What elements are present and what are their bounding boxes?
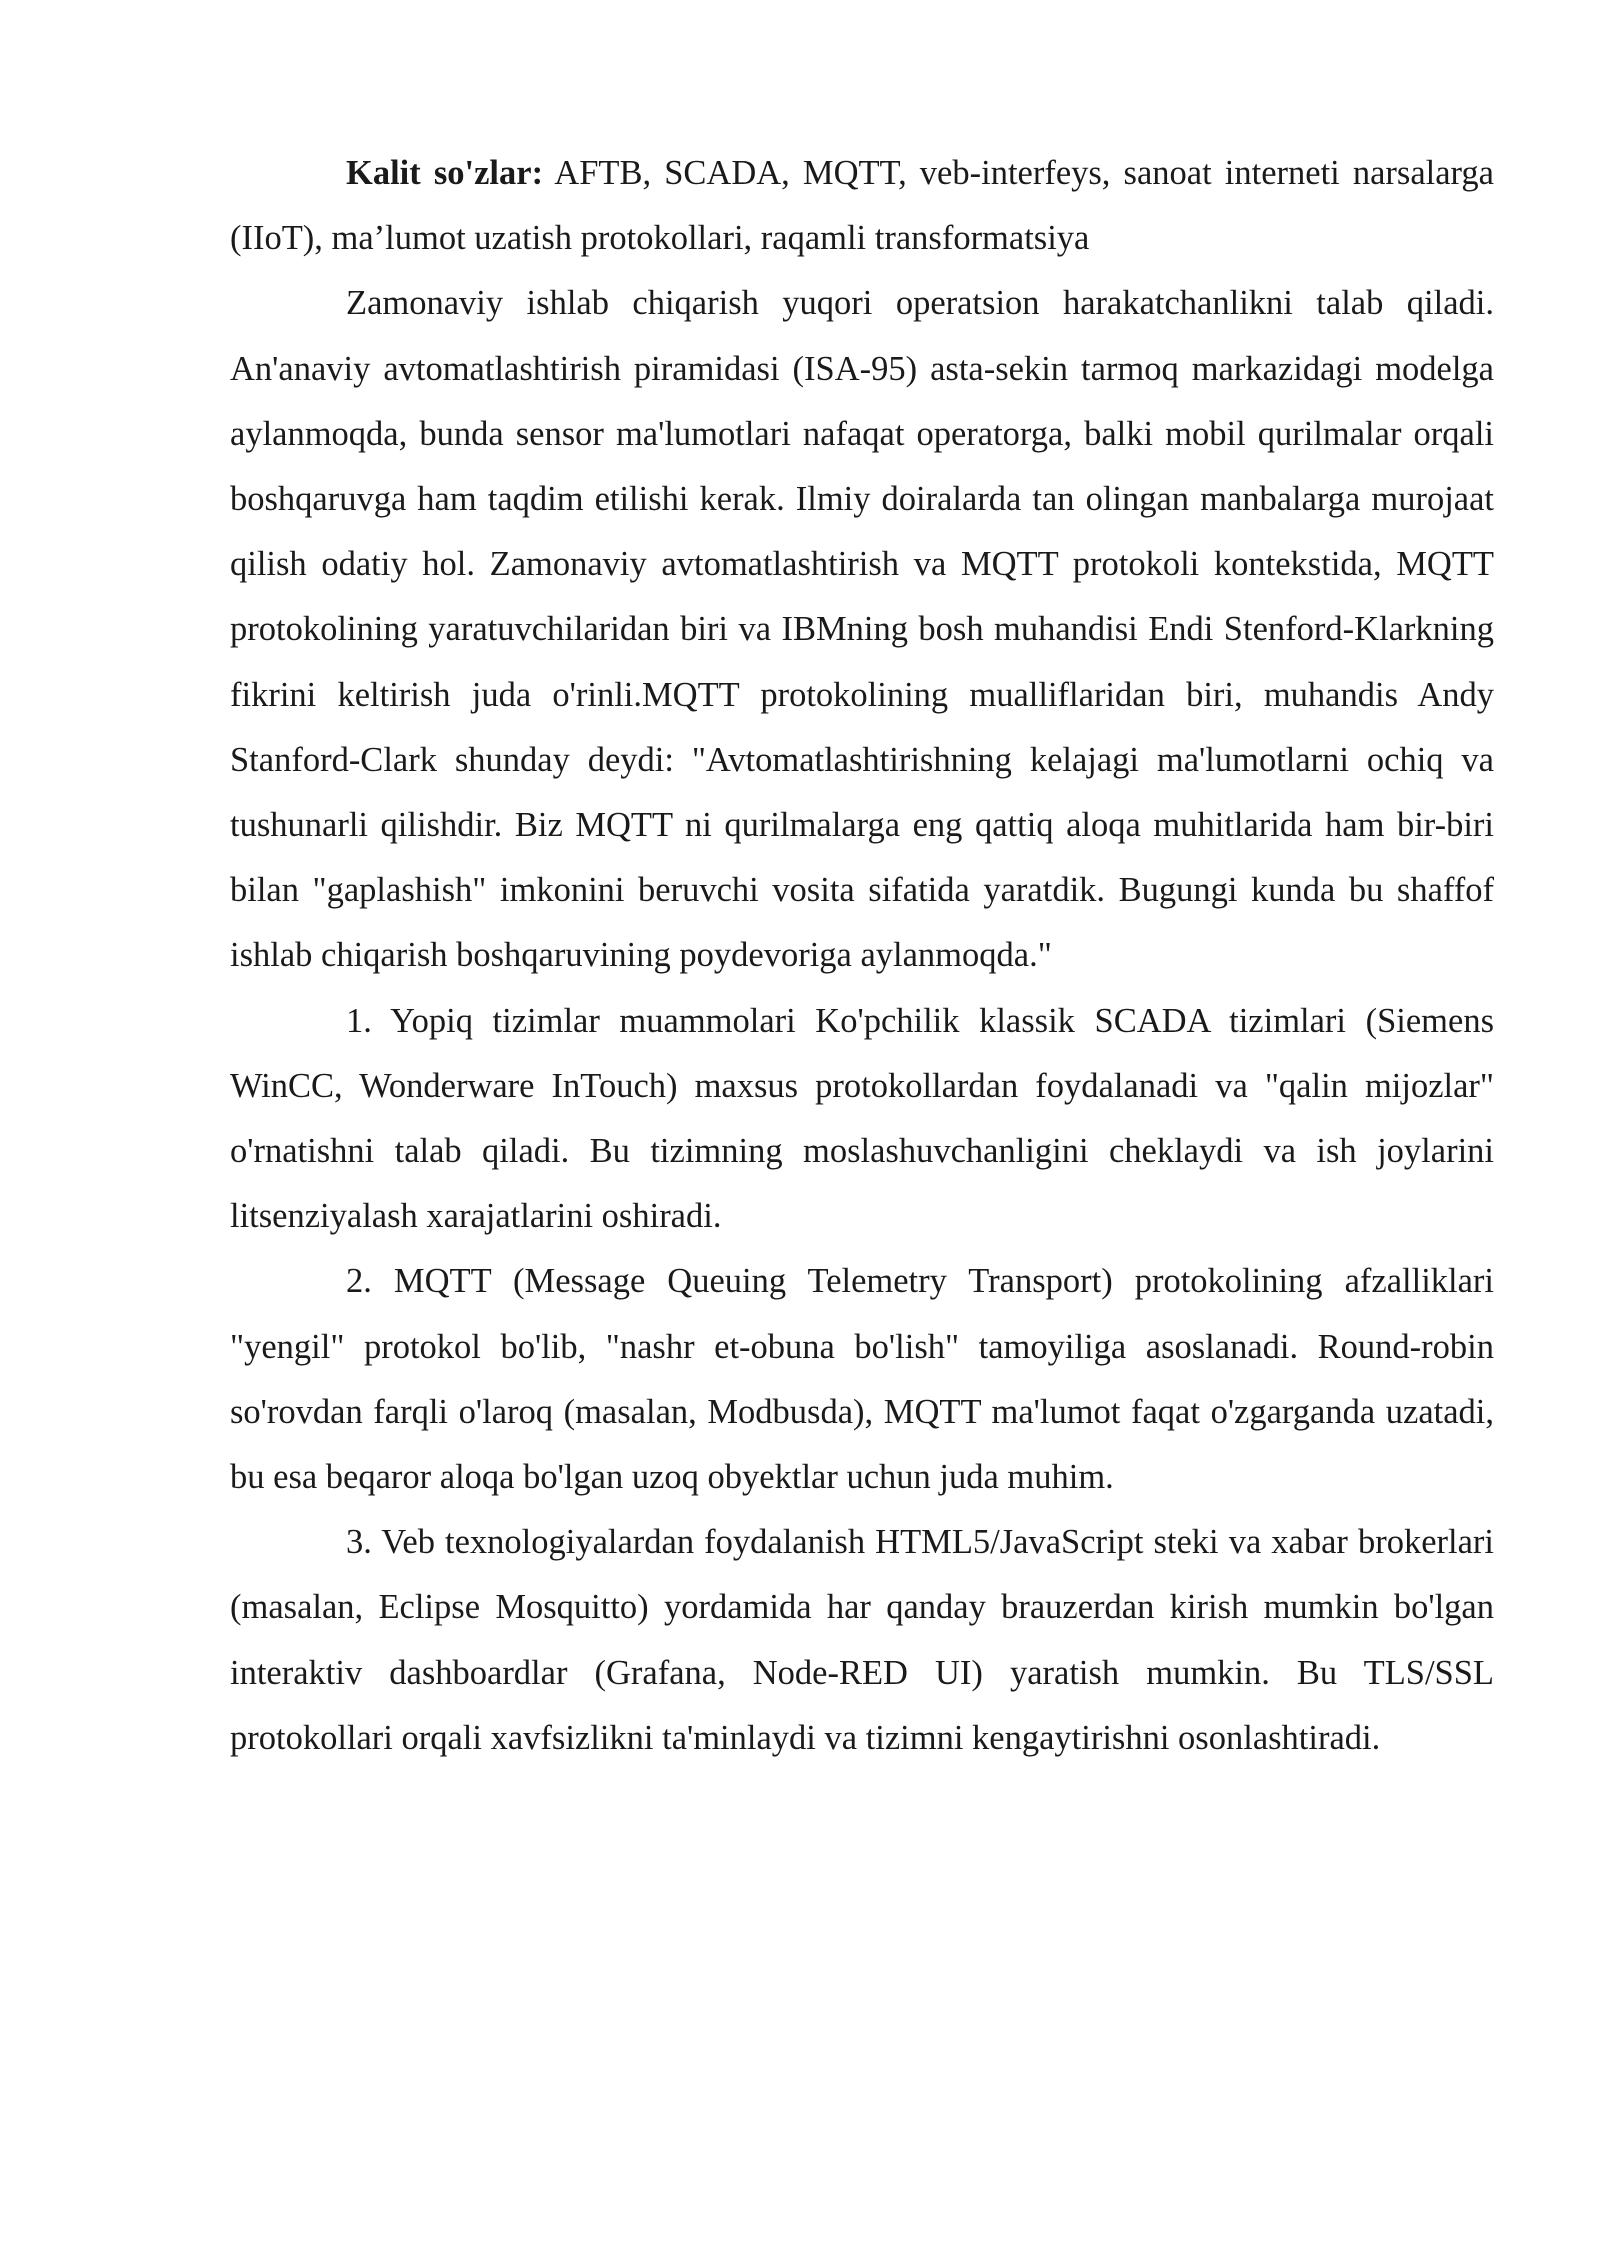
web-technologies-paragraph: 3. Veb texnologiyalardan foydalanish HTML5/JavaScript steki va xabar brokerlari (masalan, Eclipse Mosquitto) yordamida har qanday brauzerdan kirish mumkin bo'lgan interaktiv dashboardlar (Grafana, Node-RED UI) yaratish mumkin. Bu TLS/SSL protokollari orqali xavfsizlikni ta'minlaydi va tizimni kengaytirishni osonlashtiradi. — [230, 1523, 1494, 1757]
keywords-text: AFTB, SCADA, MQTT, veb-interfeys, sanoat interneti narsalarga (IIoT), ma’lumot uzatish protokollari, raqamli transformatsiya — [230, 154, 1494, 258]
closed-systems-paragraph: 1. Yopiq tizimlar muammolari Ko'pchilik klassik SCADA tizimlari (Siemens WinCC, Wonderware InTouch) maxsus protokollardan foydalanadi va "qalin mijozlar" o'rnatishni talab qiladi. Bu tizimning moslashuvchanligini cheklaydi va ish joylarini litsenziyalash xarajatlarini oshiradi. — [230, 1001, 1494, 1236]
intro-paragraph: Zamonaviy ishlab chiqarish yuqori operatsion harakatchanlikni talab qiladi. An'anaviy avtomatlashtirish piramidasi (ISA-95) asta-sekin tarmoq markazidagi modelga aylanmoqda, bunda sensor ma'lumotlari nafaqat operatorga, balki mobil qurilmalar orqali boshqaruvga ham taqdim etilishi kerak. Ilmiy doiralarda tan olingan manbalarga murojaat qilish odatiy hol. Zamonaviy avtomatlashtirish va MQTT protokoli kontekstida, MQTT protokolining yaratuvchilaridan biri va IBMning bosh muhandisi Endi Stenford-Klarkning fikrini keltirish juda o'rinli.MQTT protokolining mualliflaridan biri, muhandis Andy Stanford-Clark shunday deydi: "Avtomatlashtirishning kelajagi ma'lumotlarni ochiq va tushunarli qilishdir. Biz MQTT ni qurilmalarga eng qattiq aloqa muhitlarida ham bir-biri bilan "gaplashish" imkonini beruvchi vosita sifatida yaratdik. Bugungi kunda bu shaffof ishlab chiqarish boshqaruvining poydevoriga aylanmoqda." — [230, 284, 1494, 975]
mqtt-advantages-paragraph: 2. MQTT (Message Queuing Telemetry Transport) protokolining afzalliklari "yengil" protokol bo'lib, "nashr et-obuna bo'lish" tamoyiliga asoslanadi. Round-robin so'rovdan farqli o'laroq (masalan, Modbusda), MQTT ma'lumot faqat o'zgarganda uzatadi, bu esa beqaror aloqa bo'lgan uzoq obyektlar uchun juda muhim. — [230, 1262, 1494, 1497]
keywords-paragraph — [230, 141, 1494, 271]
document-page — [230, 141, 1494, 1771]
keywords-label: Kalit so'zlar: — [346, 154, 544, 192]
